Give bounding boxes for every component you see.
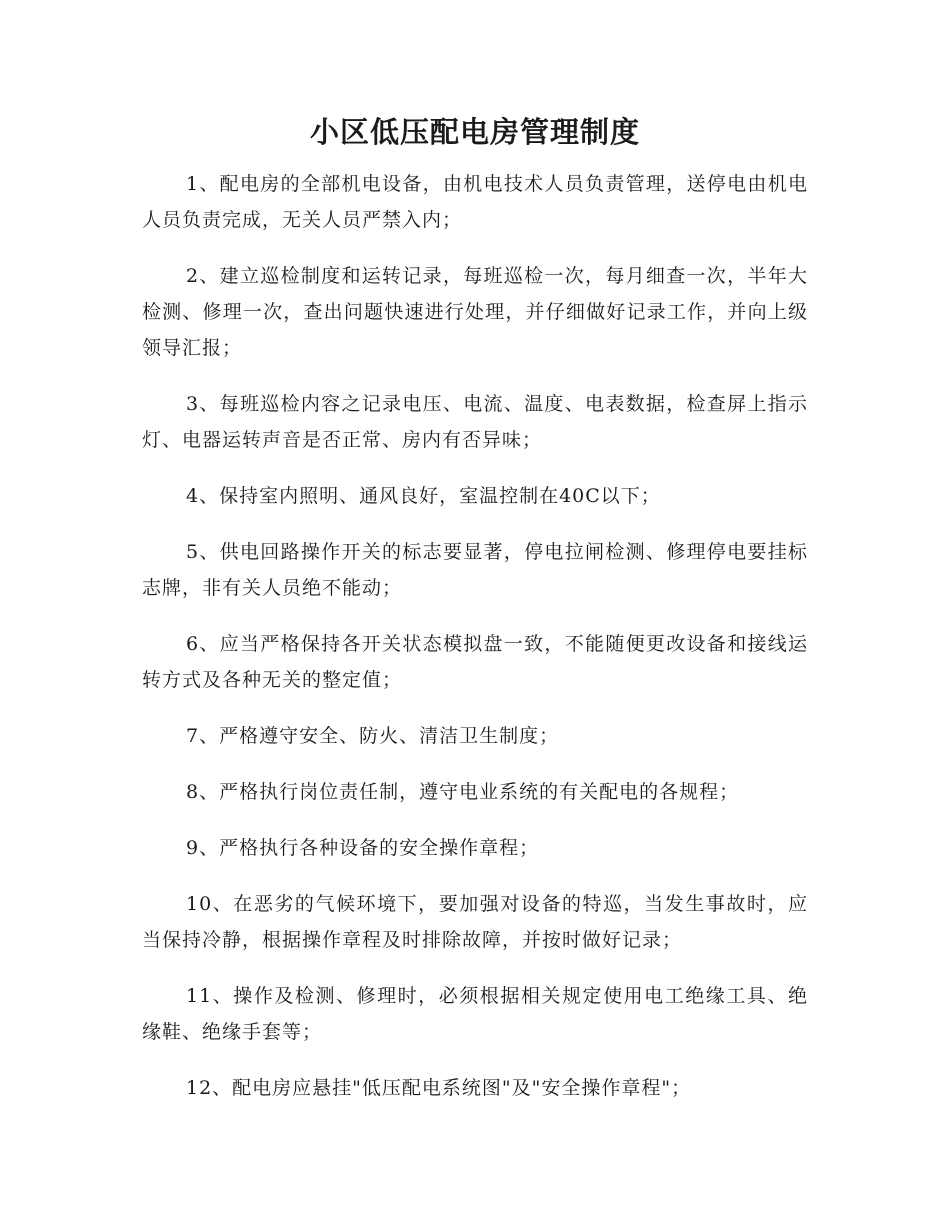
rule-paragraph-6: 6、应当严格保持各开关状态模拟盘一致，不能随便更改设备和接线运转方式及各种无关的整定值； [142,633,808,691]
rule-paragraph-12: 12、配电房应悬挂"低压配电系统图"及"安全操作章程"； [186,1077,692,1099]
rule-paragraph-7: 7、严格遵守安全、防火、清洁卫生制度； [186,725,560,747]
rule-paragraph-4: 4、保持室内照明、通风良好，室温控制在40C以下； [186,485,661,507]
rule-paragraph-11: 11、操作及检测、修理时，必须根据相关规定使用电工绝缘工具、绝缘鞋、绝缘手套等； [142,985,808,1043]
document-title: 小区低压配电房管理制度 [309,115,640,149]
rule-paragraph-9: 9、严格执行各种设备的安全操作章程； [186,837,540,859]
rule-paragraph-3: 3、每班巡检内容之记录电压、电流、温度、电表数据，检查屏上指示灯、电器运转声音是否正常、房内有否异味； [142,393,808,451]
rule-paragraph-1: 1、配电房的全部机电设备，由机电技术人员负责管理，送停电由机电人员负责完成，无关人员严禁入内； [142,173,808,231]
rule-paragraph-5: 5、供电回路操作开关的标志要显著，停电拉闸检测、修理停电要挂标志牌，非有关人员绝不能动； [142,541,808,599]
rule-paragraph-10: 10、在恶劣的气候环境下，要加强对设备的特巡，当发生事故时，应当保持冷静，根据操作章程及时排除故障，并按时做好记录； [142,893,808,951]
document-body [142,166,808,1126]
rule-paragraph-2: 2、建立巡检制度和运转记录，每班巡检一次，每月细查一次，半年大检测、修理一次，查出问题快速进行处理，并仔细做好记录工作，并向上级领导汇报； [142,265,808,359]
rule-paragraph-8: 8、严格执行岗位责任制，遵守电业系统的有关配电的各规程； [186,781,740,803]
